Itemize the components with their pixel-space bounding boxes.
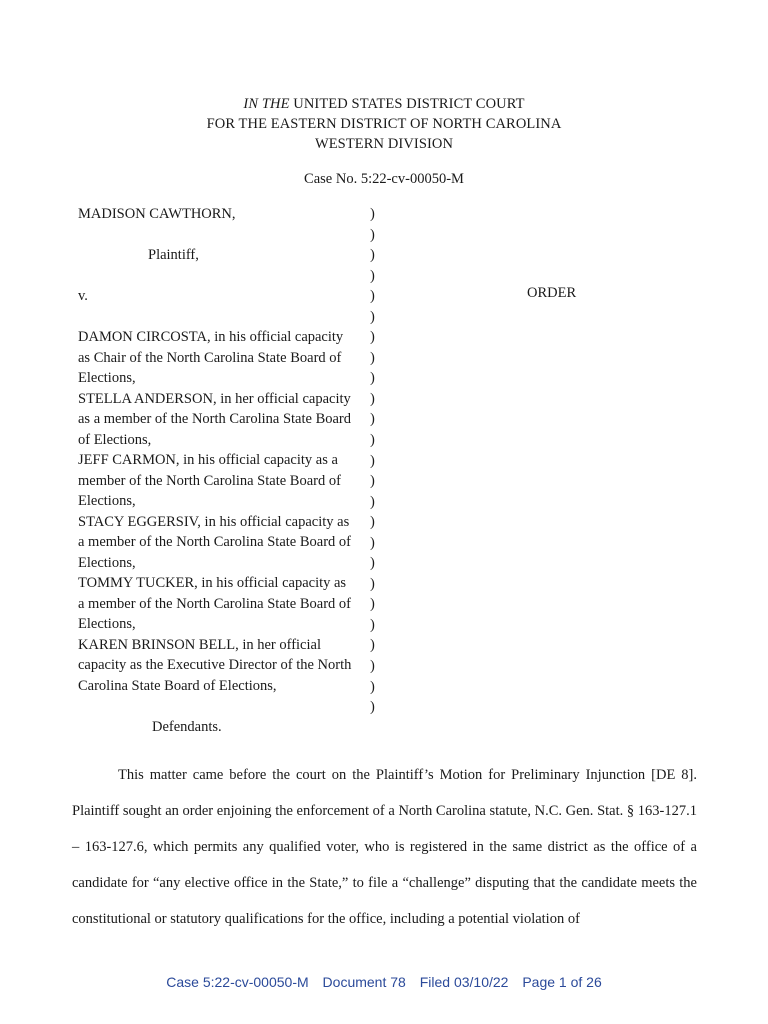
court-heading-line-1 [0, 94, 768, 114]
plaintiff-label: Plaintiff, [148, 247, 199, 263]
defendant-line: as a member of the North Carolina State Board [78, 411, 352, 427]
footer-document: Document 78 [322, 974, 406, 990]
versus: v. [78, 288, 88, 304]
defendant-line: JEFF CARMON, in his official capacity as a [78, 452, 338, 468]
footer-case: Case 5:22-cv-00050-M [166, 974, 309, 990]
defendant-line: member of the North Carolina State Board of [78, 472, 341, 489]
defendants-label: Defendants. [152, 718, 222, 735]
caption-parentheses: ) ) ) ) ) ) ) ) ) ) ) ) ) ) ) ) ) ) ) ) ) ) ) ) ) [370, 206, 375, 716]
order-body [72, 757, 697, 937]
court-heading-italic: IN THE [243, 96, 290, 112]
body-paragraph: This matter came before the court on the Plaintiff’s Motion for Preliminary Injunction [DE 8]. Plaintiff sought an order enjoining the enforcement of a North Carolina statute, N.C. Gen. Stat. § 163-127.1 – 163-127.6, which permits any qualified voter, who is registered in the same district as the office of a candidate for “any elective office in the State,” to file a “challenge” disputing that the candidate meets the constitutional or statutory qualifications for the office, including a potential violation of [72, 767, 697, 927]
defendant-line: a member of the North Carolina State Board of [78, 595, 352, 612]
defendant-line: KAREN BRINSON BELL, in her official [78, 636, 321, 653]
order-title: ORDER [527, 285, 577, 301]
ecf-footer [0, 974, 768, 990]
court-heading-rest: UNITED STATES DISTRICT COURT [289, 96, 525, 112]
case-caption [78, 204, 368, 737]
defendant-line: STACY EGGERSIV, in his official capacity as [78, 513, 350, 530]
defendant-line: Elections, [78, 616, 136, 632]
defendant-line: as Chair of the North Carolina State Board of [78, 349, 342, 366]
footer-page: Page 1 of 26 [522, 974, 602, 990]
defendant-line: STELLA ANDERSON, in her official capacity [78, 390, 351, 407]
defendant-line: Carolina State Board of Elections, [78, 677, 277, 694]
defendant-line: Elections, [78, 554, 136, 571]
case-number: Case No. 5:22-cv-00050-M [304, 171, 464, 187]
defendant-line: capacity as the Executive Director of the North [78, 657, 352, 673]
defendant-line: DAMON CIRCOSTA, in his official capacity [78, 329, 344, 345]
defendant-line: of Elections, [78, 431, 152, 448]
defendant-line: TOMMY TUCKER, in his official capacity as [78, 575, 347, 591]
defendant-line: Elections, [78, 493, 136, 509]
court-heading-line-2: FOR THE EASTERN DISTRICT OF NORTH CAROLINA [206, 116, 562, 132]
defendant-line: Elections, [78, 370, 136, 386]
plaintiff-name: MADISON CAWTHORN, [78, 206, 236, 222]
defendant-line: a member of the North Carolina State Board of [78, 534, 352, 550]
court-heading-line-3: WESTERN DIVISION [314, 136, 454, 152]
footer-filed: Filed 03/10/22 [419, 974, 509, 990]
